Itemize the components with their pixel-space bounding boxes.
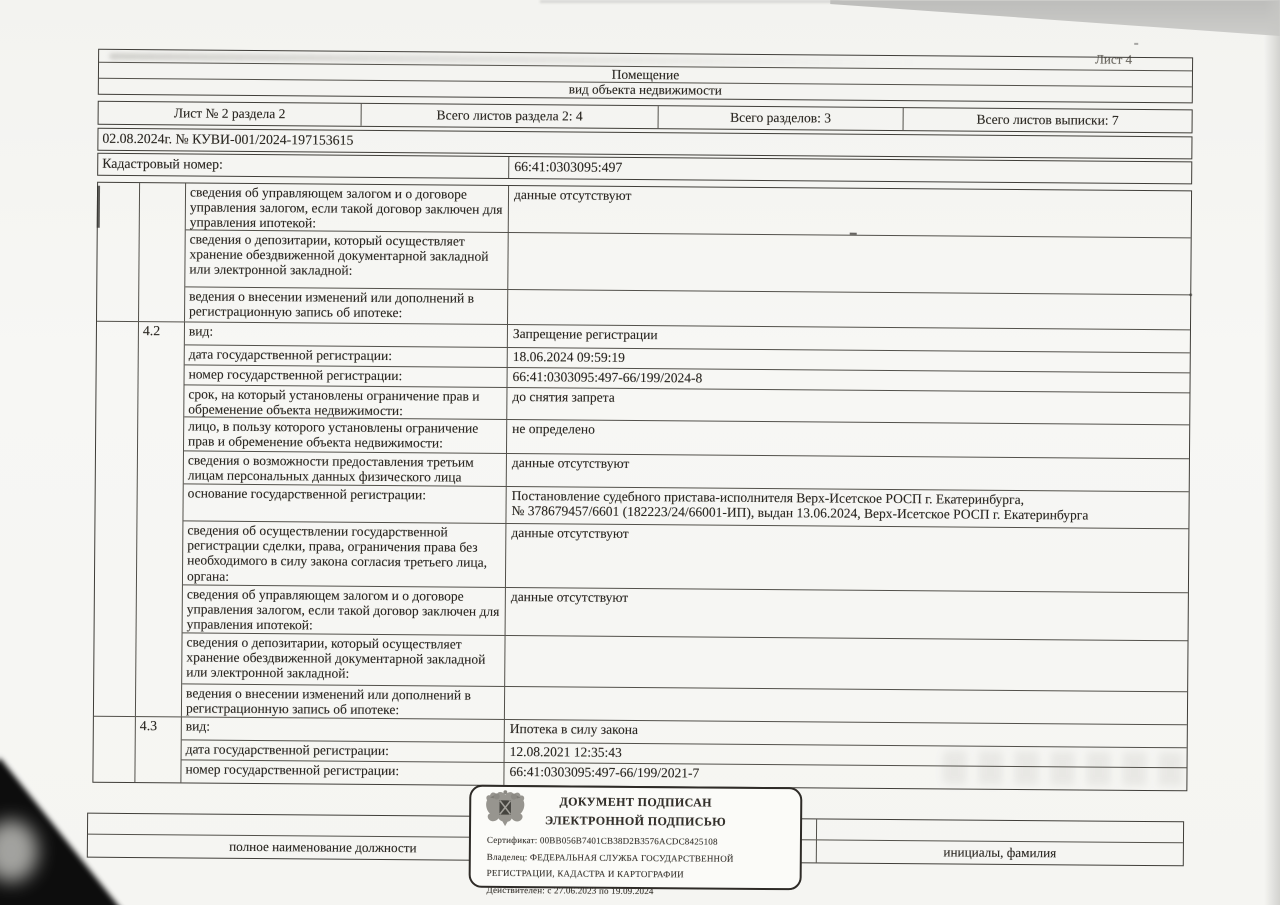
row-label: сведения об управляющем залогом и о договоре управления залогом, если такой договор заключен для управления ипотекой: (183, 585, 506, 635)
row-label: сведения об осуществлении государственной регистрации сделки, права, ограничения права без необходимого в силу закона согласия третьего лица, органа: (183, 521, 506, 587)
row-label: основание государственной регистрации: (183, 484, 506, 523)
row-label: сведения об управляющем залогом и о договоре управления залогом, если такой договор заключен для управления ипотекой: (186, 183, 509, 232)
meta-total-sheets-extract: Всего листов выписки: 7 (976, 111, 1119, 128)
row-number-column (94, 322, 139, 716)
document-number-line: 02.08.2024г. № КУВИ-001/2024-197153615 (97, 128, 1192, 160)
row-label: номер государственной регистрации: (181, 760, 504, 785)
row-label: сведения о депозитарии, который осуществляет хранение обездвиженной документарной закладной или электронной закладной: (185, 230, 508, 289)
row-value: 18.06.2024 09:59:19 (512, 348, 625, 365)
meta-sheet-of-section: Лист № 2 раздела 2 (99, 102, 362, 126)
row-label: лицо, в пользу которого установлены ограничение прав и обременение объекта недвижимости: (184, 417, 507, 453)
cadastral-number-label: Кадастровый номер: (98, 154, 509, 178)
stamp-validity: Действителен: с 27.06.2023 по 19.09.2024 (486, 884, 654, 896)
stamp-title-line2: ЭЛЕКТРОННОЙ ПОДПИСЬЮ (545, 813, 727, 829)
stamp-owner-line2: РЕГИСТРАЦИИ, КАДАСТРА И КАРТОГРАФИИ (486, 867, 684, 880)
row-label: вид: (182, 717, 505, 742)
object-type-header (98, 49, 1193, 104)
stamp-certificate: Сертификат: 00BB056B7401CB38D2B3576ACDC8425108 (486, 834, 718, 847)
section-number (139, 183, 186, 321)
row-value: Ипотека в силу закона (509, 720, 639, 737)
section-number: 4.3 (135, 717, 182, 782)
position-name-label: полное наименование должности (88, 834, 558, 861)
scan-speck (850, 233, 857, 235)
section-number: 4.2 (136, 322, 185, 716)
row-number-column (97, 183, 140, 321)
cadastral-number-value: 66:41:0303095:497 (514, 159, 623, 175)
row-label: ведения о внесении изменений или дополнений в регистрационную запись об ипотеке: (185, 287, 508, 324)
table-group (93, 717, 1186, 791)
row-value: 66:41:0303095:497-66/199/2021-7 (509, 763, 700, 781)
object-type-title: Помещение (99, 63, 1192, 88)
row-value: Запрещение регистрации (512, 325, 658, 343)
table-row (182, 633, 1187, 692)
stamp-title-line1: ДОКУМЕНТ ПОДПИСАН (559, 794, 712, 810)
page-edge-shadow (1264, 0, 1280, 905)
row-label: вид: (185, 322, 508, 347)
table-group (94, 322, 1190, 726)
table-group (97, 183, 1191, 331)
scan-speck (97, 186, 100, 228)
row-label: ведения о внесении изменений или дополнений в регистрационную запись об ипотеке: (182, 684, 505, 719)
row-label: сведения о депозитарии, который осуществляет хранение обездвиженной документарной закладной или электронной закладной: (182, 633, 505, 686)
row-number-column (93, 717, 136, 782)
table-row (185, 230, 1190, 295)
row-value: Постановление судебного пристава-исполнителя Верх-Исетское РОСП г. Екатеринбурга, № 378679457/6601 (182223/24/66001-ИП), выдан 13.06.2024, Верх-Исетское РОСП г. Екатеринбурга (511, 487, 1089, 523)
row-value: данные отсутствуют (510, 588, 629, 605)
table-row (186, 183, 1191, 238)
table-row (183, 585, 1188, 641)
row-label: сведения о возможности предоставления третьим лицам персональных данных физического лица (184, 451, 507, 486)
scan-speck (1189, 293, 1192, 296)
table-row (183, 521, 1188, 593)
row-value (505, 687, 1187, 724)
row-value (508, 290, 1190, 329)
double-eagle-emblem-icon (484, 788, 526, 828)
row-label: номер государственной регистрации: (185, 365, 508, 387)
encumbrance-table (92, 182, 1192, 792)
row-label: дата государственной регистрации: (185, 345, 508, 367)
row-value: 12.08.2021 12:35:43 (509, 743, 622, 760)
row-value: не определено (512, 420, 595, 437)
row-value: данные отсутствуют (513, 187, 632, 203)
row-label: срок, на который установлены ограничение прав и обременение объекта недвижимости: (184, 385, 507, 419)
stamp-owner-line1: Владелец: ФЕДЕРАЛЬНАЯ СЛУЖБА ГОСУДАРСТВЕННОЙ (486, 851, 734, 864)
electronic-signature-stamp (469, 785, 803, 896)
row-value: данные отсутствуют (511, 524, 629, 541)
meta-total-sheets-section: Всего листов раздела 2: 4 (362, 104, 659, 128)
scan-speck (1134, 43, 1138, 45)
initials-surname-label: инициалы, фамилия (816, 839, 1183, 865)
scanner-edge-strip (540, 0, 840, 3)
row-value (505, 636, 1187, 691)
row-value: 66:41:0303095:497-66/199/2024-8 (512, 368, 703, 386)
meta-total-sections: Всего разделов: 3 (659, 106, 904, 130)
sheet-number-label: Лист 4 (1095, 51, 1133, 67)
row-value (508, 233, 1190, 294)
row-value: до снятия запрета (512, 388, 615, 405)
row-value: данные отсутствуют (511, 454, 630, 471)
object-type-subtitle: вид объекта недвижимости (568, 81, 722, 98)
row-label: дата государственной регистрации: (182, 740, 505, 762)
